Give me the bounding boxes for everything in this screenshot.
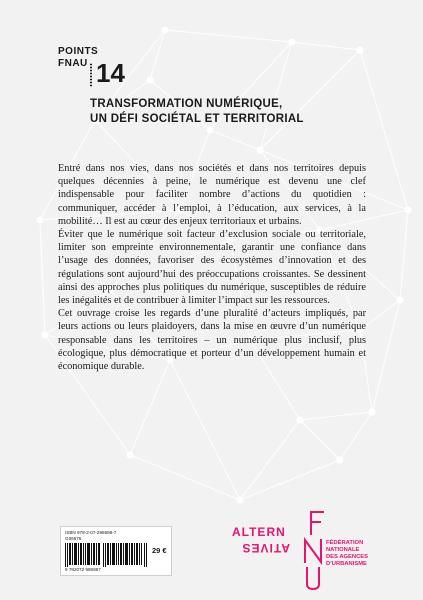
alternatives-logo — [232, 526, 290, 554]
product-code: G06676 — [65, 536, 82, 541]
book-title — [90, 97, 304, 127]
dotted-separator — [90, 63, 92, 87]
barcode-icon — [65, 543, 147, 567]
blurb-paragraph-2: Éviter que le numérique soit facteur d’exclusion sociale ou territoriale, limiter son empreinte environnementale, garantir une confiance dans l’usage des données, favoriser des écosystèmes d’innovation et des régulations sont aujourd’hui des préoccupations croissantes. Se dessinent ainsi des approches plus politiques du numérique, susceptibles de réduire les inégalités et de contribuer à limiter l’impact sur les ressources. — [58, 229, 366, 307]
price-label: 29 € — [152, 546, 167, 555]
issue-number: 14 — [96, 58, 125, 88]
alternatives-logo-bottom: ATIVES — [241, 541, 290, 555]
series-label — [58, 46, 98, 70]
barcode-box — [60, 526, 172, 576]
blurb — [58, 162, 366, 373]
fnau-line-4: D’URBANISME — [326, 560, 367, 567]
title-line-2: UN DÉFI SOCIÉTAL ET TERRITORIAL — [90, 113, 304, 125]
blurb-paragraph-1: Entré dans nos vies, dans nos sociétés et dans nos territoires depuis quelques décennies à peine, le numérique est devenu une clef indispensable pour faciliter nombre d’actions du quotidien : communiquer, accéder à l’emploi, à l’éducation, aux services, à la mobilité… Il est au cœur des enjeux territoriaux et urbains. — [58, 163, 366, 227]
fnau-line-3: DES AGENCES — [326, 553, 368, 560]
fnau-name — [326, 540, 368, 568]
fnau-line-2: NATIONALE — [326, 546, 360, 553]
blurb-paragraph-3: Cet ouvrage croise les regards d’une pluralité d’acteurs impliqués, par leurs actions ou leurs plaidoyers, dans la mise en œuvre d’un numérique responsable dans les territoires – un numérique plus inclusif, plus écologique, plus démocratique et porteur d’un développement humain et économique durable. — [58, 308, 366, 373]
alternatives-logo-top: ALTERN — [232, 525, 286, 539]
series-line-fnau: FNAU — [58, 58, 88, 69]
series-line-points: POINTS — [58, 46, 99, 57]
title-line-1: TRANSFORMATION NUMÉRIQUE, — [90, 98, 283, 110]
barcode-digits: 9 782072 986987 — [65, 567, 101, 572]
fnau-line-1: FÉDÉRATION — [326, 540, 364, 546]
isbn-text: ISBN 978-2-07-298698-7 — [65, 530, 117, 535]
